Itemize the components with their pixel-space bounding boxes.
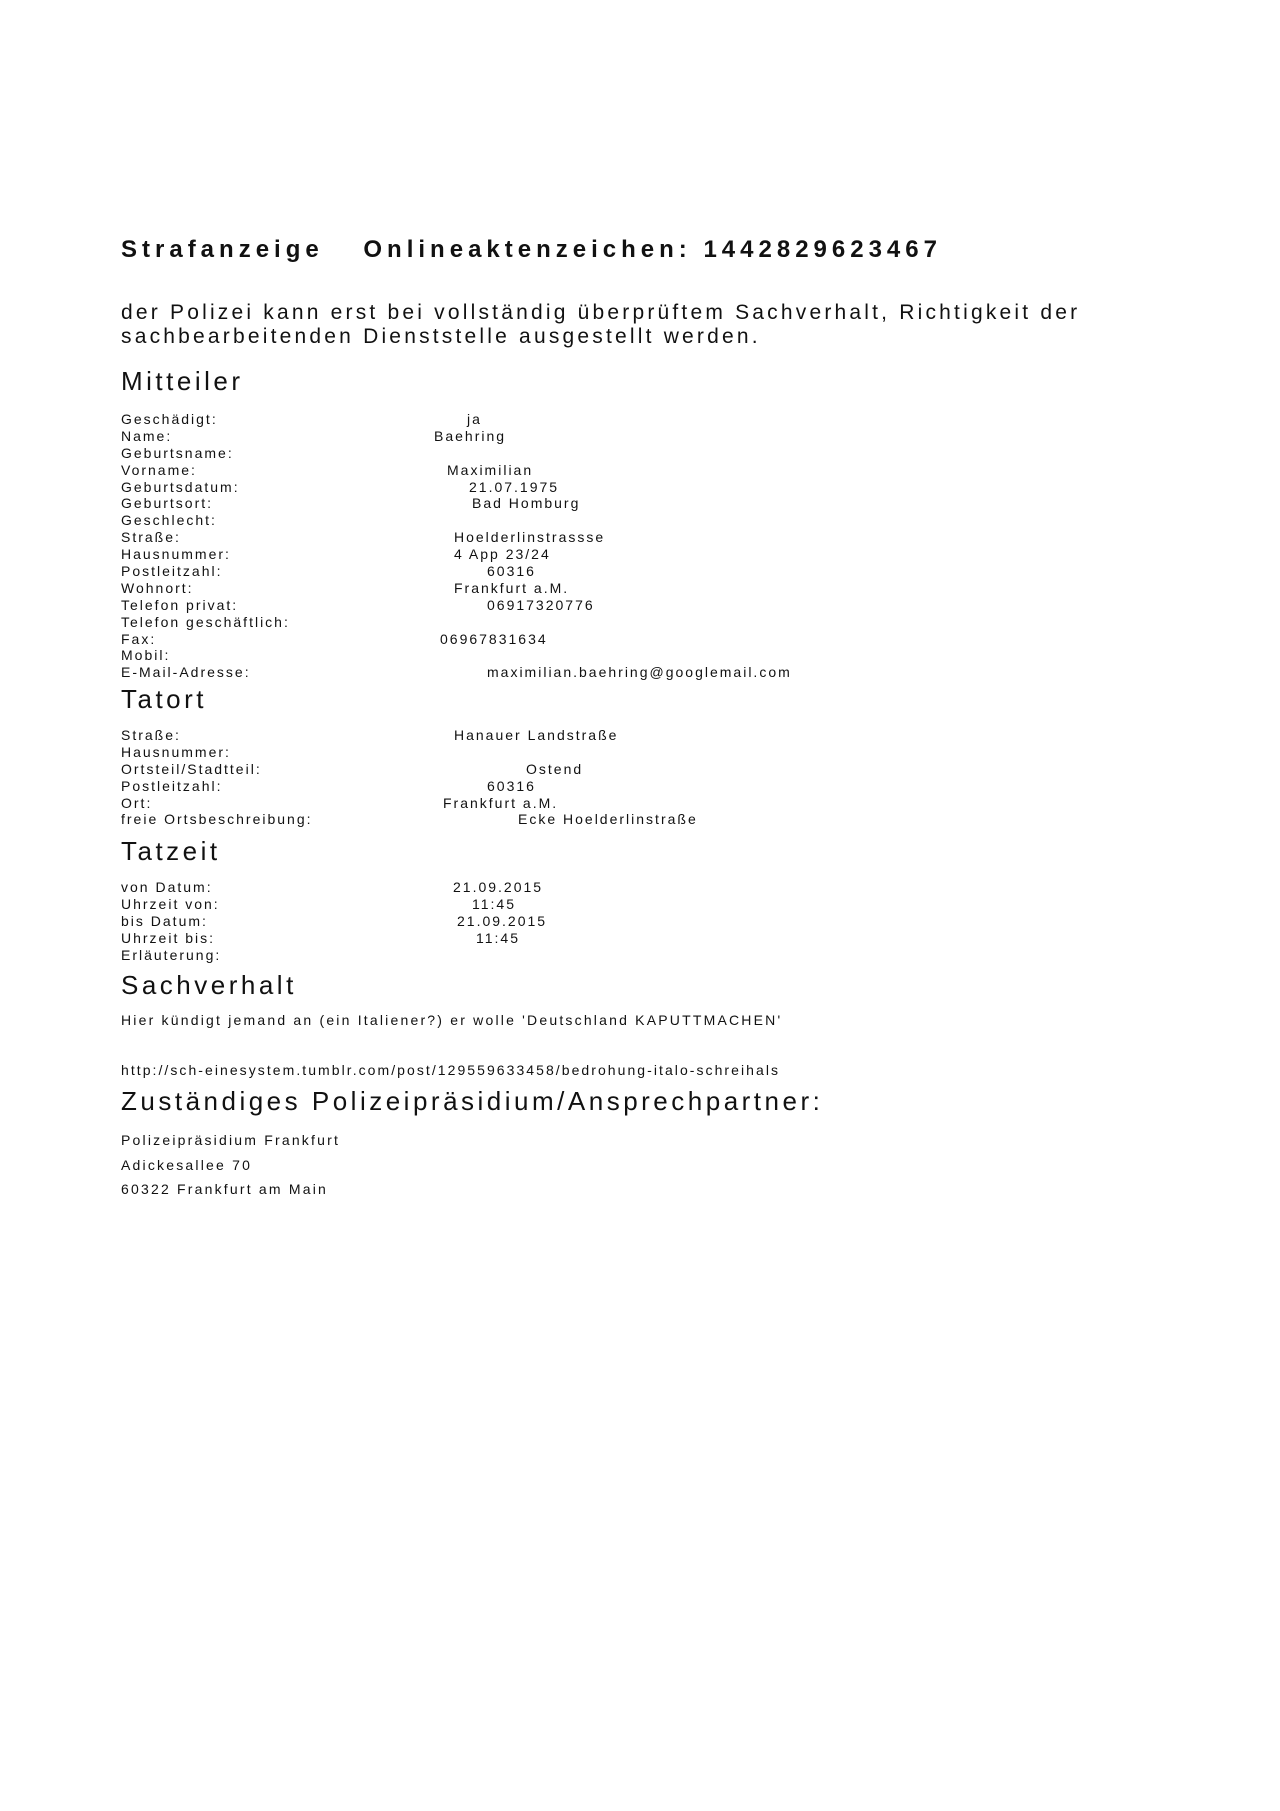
contact-line-authority: Polizeipräsidium Frankfurt <box>121 1132 341 1148</box>
field-label: Hausnummer: <box>121 546 231 563</box>
field-label: Fax: <box>121 630 157 647</box>
heading-mitteiler: Mitteiler <box>121 366 244 396</box>
title-aktenzeichen: Onlineaktenzeichen: 1442829623467 <box>363 236 942 263</box>
field-value: 06917320776 <box>487 596 595 613</box>
sachverhalt-text: Hier kündigt jemand an (ein Italiener?) er wolle 'Deutschland KAPUTTMACHEN' <box>121 1012 783 1028</box>
field-label: Straße: <box>121 529 181 546</box>
heading-tatort: Tatort <box>121 684 208 714</box>
field-label: bis Datum: <box>121 912 208 929</box>
email-value: maximilian.baehring@googlemail.com <box>487 664 792 681</box>
field-label: freie Ortsbeschreibung: <box>121 811 313 828</box>
field-value: Baehring <box>434 427 507 444</box>
document-page <box>121 0 1280 1811</box>
title-strafanzeige: Strafanzeige <box>121 236 324 263</box>
field-value: 4 App 23/24 <box>454 546 551 563</box>
field-label: Ort: <box>121 794 153 811</box>
field-label: E-Mail-Adresse: <box>121 664 251 681</box>
field-value: Ostend <box>526 760 584 777</box>
field-label: Straße: <box>121 727 181 743</box>
field-label: Geschlecht: <box>121 512 217 529</box>
field-value: 11:45 <box>472 895 516 912</box>
sachverhalt-link: http://sch-einesystem.tumblr.com/post/129559633458/bedrohung-italo-schreihals <box>121 1062 781 1078</box>
heading-zustaendig: Zuständiges Polizeipräsidium/Ansprechpartner: <box>121 1086 824 1116</box>
field-label: Telefon privat: <box>121 596 239 613</box>
intro-text <box>121 301 1080 349</box>
field-label: Name: <box>121 427 173 444</box>
contact-line-city: 60322 Frankfurt am Main <box>121 1181 329 1197</box>
field-value: Bad Homburg <box>472 495 581 512</box>
field-label: Uhrzeit von: <box>121 895 220 912</box>
field-label: Mobil: <box>121 647 171 664</box>
field-label: Postleitzahl: <box>121 563 223 580</box>
heading-tatzeit: Tatzeit <box>121 836 221 866</box>
field-value: Ecke Hoelderlinstraße <box>518 811 698 828</box>
field-value: 21.09.2015 <box>457 912 548 929</box>
field-value: 60316 <box>487 563 536 580</box>
field-label: Ortsteil/Stadtteil: <box>121 760 262 777</box>
field-label: Geschädigt: <box>121 411 218 427</box>
field-label: Vorname: <box>121 461 197 478</box>
contact-line-street: Adickesallee 70 <box>121 1156 253 1173</box>
intro-line-2: sachbearbeitenden Dienststelle ausgestellt werden. <box>121 325 761 348</box>
contact-address <box>121 1128 340 1202</box>
field-value: Frankfurt a.M. <box>443 794 559 811</box>
intro-line-1: der Polizei kann erst bei vollständig überprüftem Sachverhalt, Richtigkeit der <box>121 301 1081 324</box>
field-label: Geburtsort: <box>121 495 214 512</box>
field-value: 21.09.2015 <box>453 879 544 895</box>
field-value: Maximilian <box>447 461 534 478</box>
field-value: 21.07.1975 <box>469 478 560 495</box>
field-label: Uhrzeit bis: <box>121 929 216 946</box>
field-label: Postleitzahl: <box>121 777 223 794</box>
field-value: ja <box>467 411 482 427</box>
field-label: Erläuterung: <box>121 946 222 963</box>
heading-sachverhalt: Sachverhalt <box>121 970 297 1000</box>
field-label: Wohnort: <box>121 579 194 596</box>
field-label: Hausnummer: <box>121 743 231 760</box>
field-value: Hanauer Landstraße <box>454 727 619 743</box>
field-value: 11:45 <box>476 929 520 946</box>
field-label: Geburtsdatum: <box>121 478 240 495</box>
document-title <box>121 236 970 264</box>
field-label: Telefon geschäftlich: <box>121 613 290 630</box>
field-value: 60316 <box>487 777 536 794</box>
field-label: Geburtsname: <box>121 444 234 461</box>
field-label: von Datum: <box>121 879 213 895</box>
field-value: Frankfurt a.M. <box>454 579 570 596</box>
field-value: 06967831634 <box>440 630 548 647</box>
field-value: Hoelderlinstrassse <box>454 529 606 546</box>
